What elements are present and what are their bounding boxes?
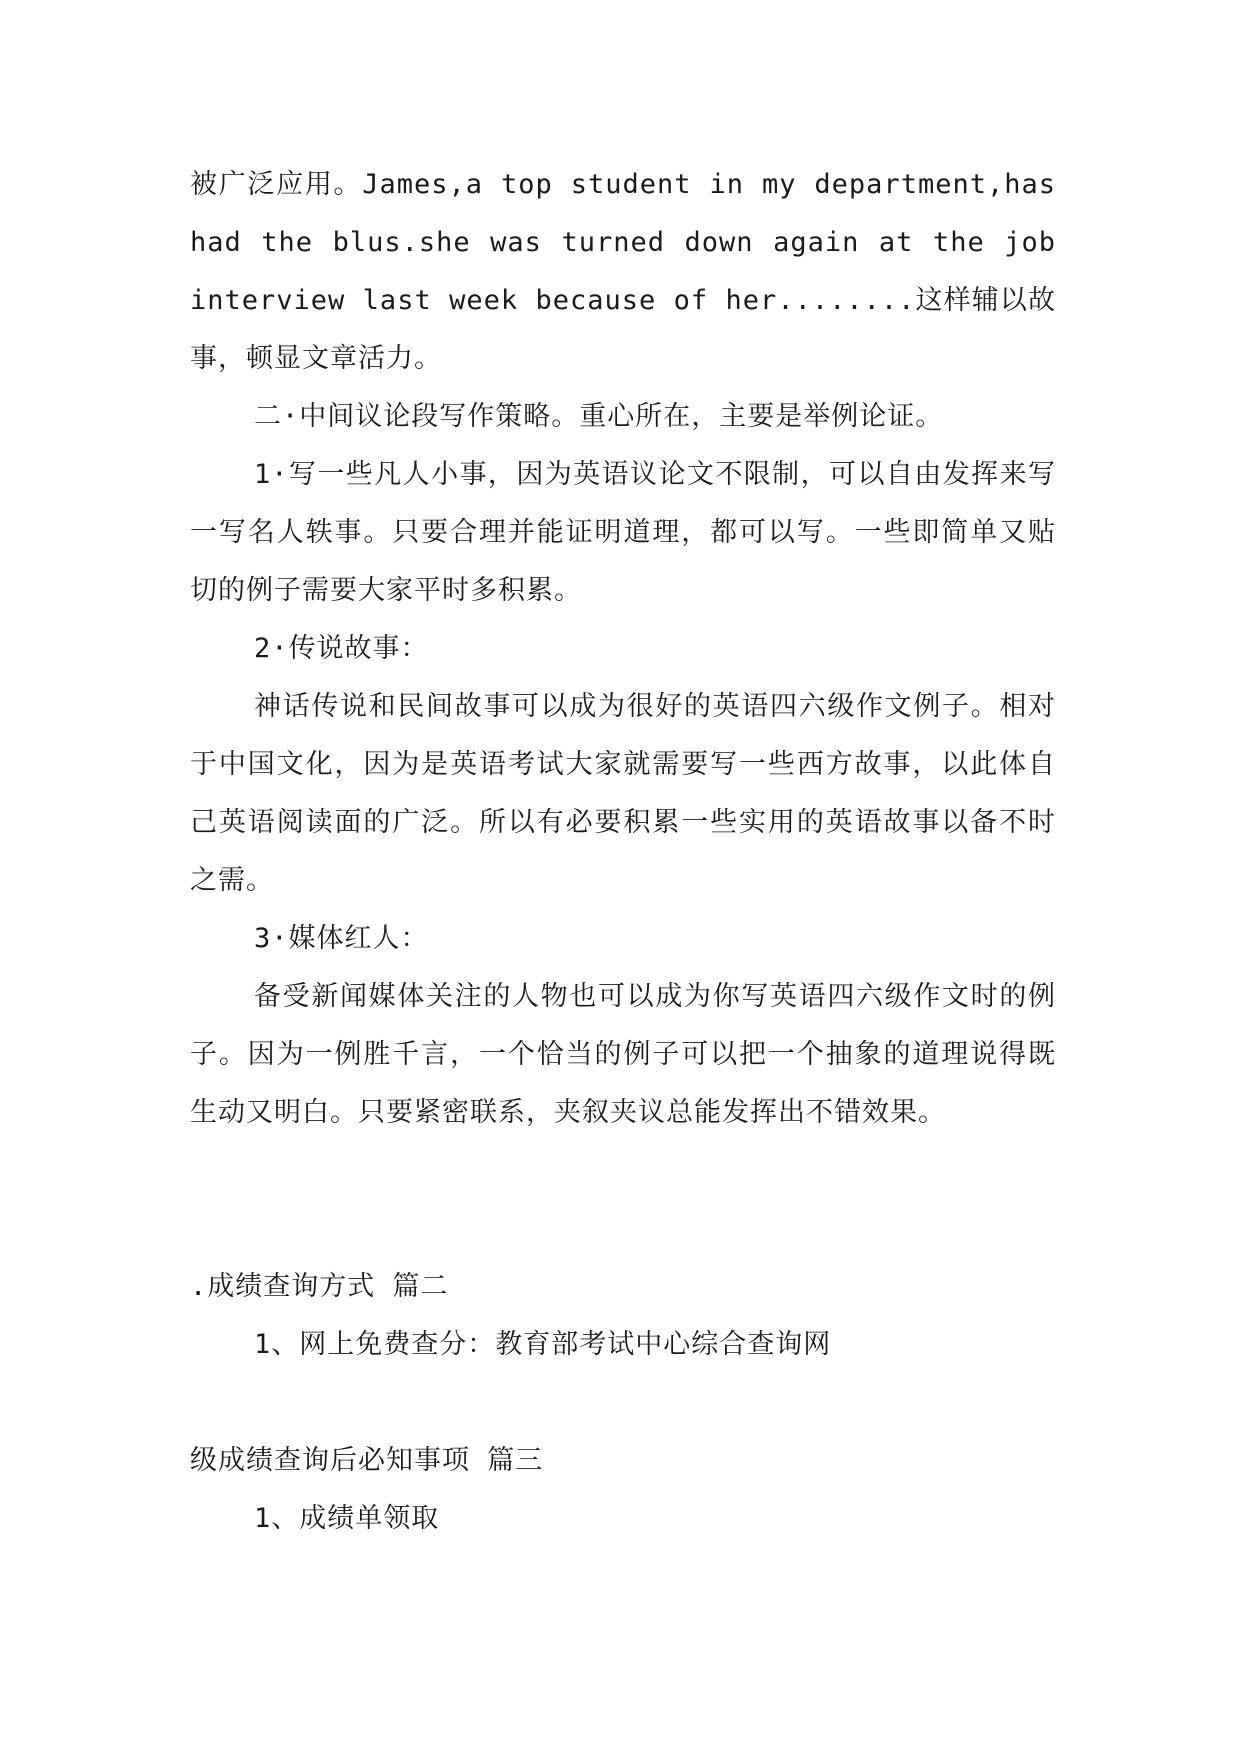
paragraph-point-3-body: 备受新闻媒体关注的人物也可以成为你写英语四六级作文时的例子。因为一例胜千言，一个恰当的例子可以把一个抽象的道理说得既生动又明白。只要紧密联系，夹叙夹议总能发挥出不错效果。	[190, 981, 1056, 1128]
section-3-title: 级成绩查询后必知事项 篇三	[190, 1445, 544, 1476]
paragraph-point-2-title: 2·传说故事：	[254, 633, 429, 664]
section-2-title: .成绩查询方式 篇二	[190, 1271, 449, 1302]
paragraph-strategy-heading: 二·中间议论段写作策略。重心所在，主要是举例论证。	[254, 401, 944, 432]
section-3-item: 1、成绩单领取	[254, 1503, 440, 1534]
section-2-item: 1、网上免费查分：教育部考试中心综合查询网	[254, 1329, 832, 1360]
paragraph-intro-example: 被广泛应用。James,a top student in my department,has had the blus.she was turned down again at the job interview last week because of her........这样辅以故事，顿显文章活力。	[190, 169, 1056, 374]
paragraph-point-2-body: 神话传说和民间故事可以成为很好的英语四六级作文例子。相对于中国文化，因为是英语考试大家就需要写一些西方故事，以此体自己英语阅读面的广泛。所以有必要积累一些实用的英语故事以备不时之需。	[190, 691, 1056, 896]
paragraph-point-3-title: 3·媒体红人：	[254, 923, 429, 954]
paragraph-point-1: 1·写一些凡人小事，因为英语议论文不限制，可以自由发挥来写一写名人轶事。只要合理并能证明道理，都可以写。一些即简单又贴切的例子需要大家平时多积累。	[190, 459, 1056, 606]
